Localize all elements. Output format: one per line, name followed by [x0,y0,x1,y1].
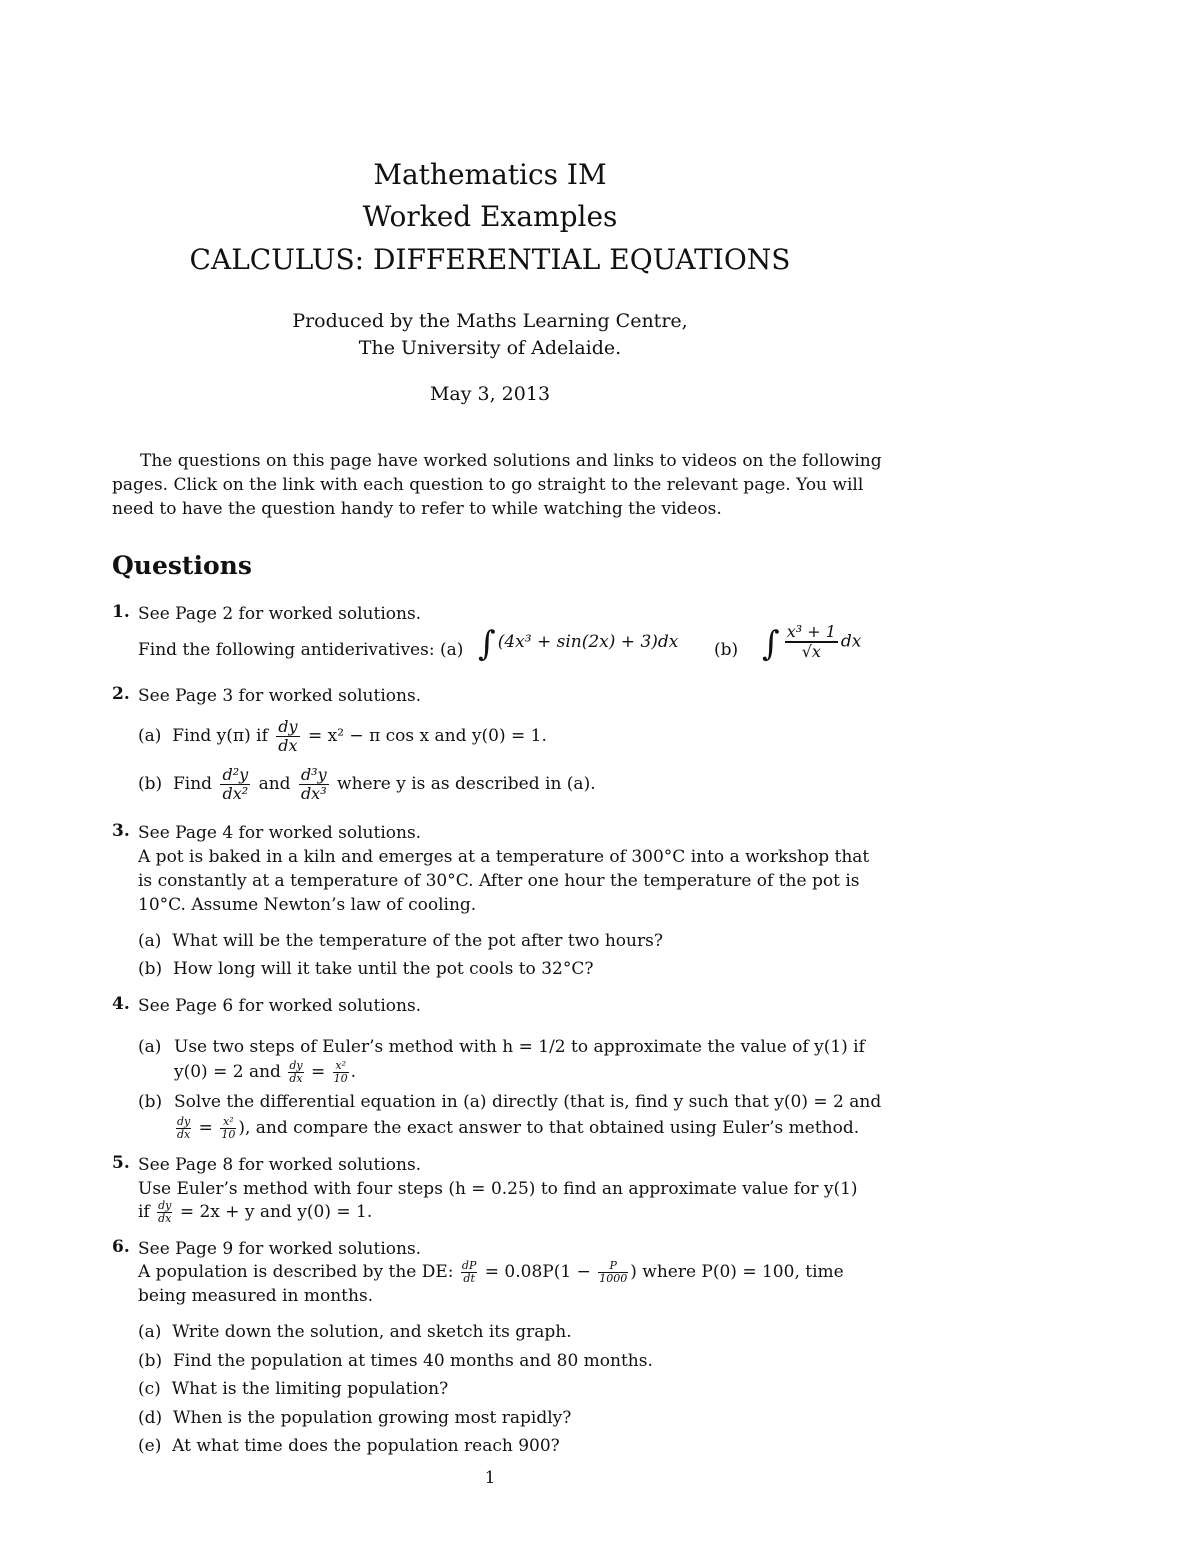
question-part: (a) Find y(π) if $\frac{dy}{dx}$ = x² − π cos x and y(0) = 1. [138,717,547,755]
question-text: 10°C. Assume Newton’s law of cooling. [138,895,477,915]
question-part: (a) Write down the solution, and sketch its graph. [138,1322,572,1342]
question-link[interactable]: See Page 3 for worked solutions. [138,686,422,706]
doc-title-line3: CALCULUS: DIFFERENTIAL EQUATIONS [189,243,791,276]
question-number: 2. [112,684,130,704]
question-text: if $\frac{dy}{dx}$ = 2x + y and y(0) = 1. [138,1199,373,1225]
doc-title-line2: Worked Examples [362,200,618,233]
question-link[interactable]: See Page 6 for worked solutions. [138,996,422,1016]
intro-line2: pages. Click on the link with each question to go straight to the relevant page. You will [112,475,864,495]
question-number: 1. [112,602,130,622]
math-expression: ∫ $\frac{\text{x³ + 1}}{√x}$ dx [762,622,862,664]
question-link[interactable]: See Page 4 for worked solutions. [138,823,422,843]
question-text: A pot is baked in a kiln and emerges at a temperature of 300°C into a workshop that [138,847,870,867]
question-part: (c) What is the limiting population? [138,1379,449,1399]
question-part: y(0) = 2 and $\frac{dy}{dx}$ = $\frac{\text{x²}}{10}$ . [174,1059,357,1085]
question-link[interactable]: See Page 2 for worked solutions. [138,604,422,624]
question-part: (b) Find $\frac{\text{d²y}}{\text{dx²}}$ and $\frac{\text{d³y}}{\text{dx³}}$ where y is as described in (a). [138,765,596,803]
question-text: being measured in months. [138,1286,374,1306]
section-title: Questions [112,551,252,580]
question-number: 3. [112,821,130,841]
question-text: A population is described by the DE: $\frac{dP}{dt}$ = 0.08P(1 − $\frac{P}{1000}$ ) where P(0) = 100, time [138,1259,844,1285]
question-part: (e) At what time does the population reach 900? [138,1436,560,1456]
question-number: 4. [112,994,130,1014]
producer-line1: Produced by the Maths Learning Centre, [292,310,688,332]
question-part: (b) Find the population at times 40 months and 80 months. [138,1351,653,1371]
question-text: is constantly at a temperature of 30°C. After one hour the temperature of the pot is [138,871,860,891]
question-part-label: (a) [138,1037,162,1057]
intro-line3: need to have the question handy to refer to while watching the videos. [112,499,722,519]
doc-title-line1: Mathematics IM [373,158,607,191]
question-link[interactable]: See Page 8 for worked solutions. [138,1155,422,1175]
intro-line1: The questions on this page have worked solutions and links to videos on the following [140,451,882,471]
doc-date: May 3, 2013 [429,383,551,405]
question-text: Use Euler’s method with four steps (h = 0.25) to find an approximate value for y(1) [138,1179,858,1199]
question-part: $\frac{dy}{dx}$ = $\frac{\text{x²}}{10}$ ), and compare the exact answer to that obtained using Euler’s method. [177,1115,860,1141]
question-part: Solve the differential equation in (a) directly (that is, find y such that y(0) = 2 and [174,1092,882,1112]
question-part-label: (b) [138,1092,163,1112]
question-number: 5. [112,1153,130,1173]
part-label: (b) [714,640,739,660]
question-number: 6. [112,1237,130,1257]
question-part: (a) What will be the temperature of the pot after two hours? [138,931,663,951]
question-part: (d) When is the population growing most rapidly? [138,1408,572,1428]
question-part: Use two steps of Euler’s method with h = 1/2 to approximate the value of y(1) if [174,1037,865,1057]
question-text: Find the following antiderivatives: (a) [138,640,464,660]
question-part: (b) How long will it take until the pot cools to 32°C? [138,959,594,979]
producer-line2: The University of Adelaide. [358,337,622,359]
page-number: 1 [484,1468,496,1488]
math-expression: ∫ (4x³ + sin(2x) + 3)dx [478,624,679,664]
question-link[interactable]: See Page 9 for worked solutions. [138,1239,422,1259]
